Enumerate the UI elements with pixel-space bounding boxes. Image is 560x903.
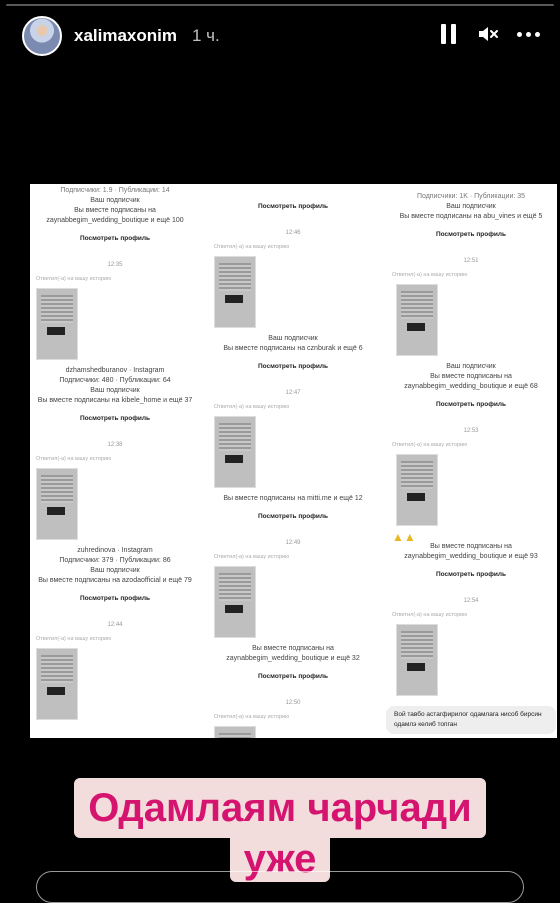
view-profile-button[interactable]: Посмотреть профиль <box>79 415 151 422</box>
chat-column-2 <box>208 194 378 738</box>
message-bubble: Вой тавбо астагфирилог одамлага нисоб бирсин одамлэ келиб топган <box>386 706 556 734</box>
chat-column-1 <box>30 184 200 726</box>
more-icon[interactable] <box>516 22 540 46</box>
view-profile-button[interactable]: Посмотреть профиль <box>79 235 151 242</box>
story-caption <box>0 778 560 882</box>
reply-label: Ответил(-а) на вашу историю <box>392 442 468 448</box>
mutual-follow: Вы вместе подписаны на mitti.me и ещё 12 <box>223 495 363 502</box>
follow-status: Ваш подписчик <box>90 567 140 574</box>
reply-label: Ответил(-а) на вашу историю <box>214 404 290 410</box>
timestamp: 12:47 <box>285 390 301 396</box>
caption-line-2: уже <box>230 836 331 882</box>
mutual-follow: Вы вместе подписаны на kibele_home и ещё 37 <box>37 397 193 404</box>
view-profile-button[interactable]: Посмотреть профиль <box>79 595 151 602</box>
follow-status: Ваш подписчик <box>268 335 318 342</box>
profile-meta: Подписчики: 1K · Публикации: 35 <box>416 193 526 200</box>
story-header <box>0 8 560 52</box>
profile-meta: Подписчики: 379 · Публикации: 86 <box>59 557 171 564</box>
mutual-follow: Вы вместе подписаны на zaynabbegim_wedding_boutique и ещё 68 <box>404 373 538 390</box>
view-profile-button[interactable]: Посмотреть профиль <box>435 401 507 408</box>
follow-status: Ваш подписчик <box>90 197 140 204</box>
timestamp: 12:51 <box>463 258 479 264</box>
reply-label: Ответил(-а) на вашу историю <box>214 554 290 560</box>
reply-label: Ответил(-а) на вашу историю <box>392 272 468 278</box>
story-thumbnail[interactable] <box>36 468 78 540</box>
follow-status: Ваш подписчик <box>446 363 496 370</box>
reply-label: Ответил(-а) на вашу историю <box>392 612 468 618</box>
timestamp: 12:38 <box>107 442 123 448</box>
mutual-follow: Вы вместе подписаны на azodaofficial и ещё 79 <box>38 577 192 584</box>
story-thumbnail[interactable] <box>396 284 438 356</box>
view-profile-button[interactable]: Посмотреть профиль <box>257 203 329 210</box>
timestamp: 12:44 <box>107 622 123 628</box>
view-profile-button[interactable]: Посмотреть профиль <box>435 571 507 578</box>
caption-line-1: Одамлаям чарчади <box>74 778 485 838</box>
mutual-follow: Вы вместе подписаны на abu_vines и ещё 5 <box>399 213 543 220</box>
mutual-follow: Вы вместе подписаны на zaynabbegim_wedding_boutique и ещё 32 <box>226 645 360 662</box>
reply-label: Ответил(-а) на вашу историю <box>214 244 290 250</box>
mutual-follow: Вы вместе подписаны на zaynabbegim_wedding_boutique и ещё 93 <box>404 543 538 560</box>
timestamp: 12:50 <box>285 700 301 706</box>
pause-icon[interactable] <box>436 22 460 46</box>
reply-input[interactable] <box>36 871 524 903</box>
timestamp: 12:35 <box>107 262 123 268</box>
story-thumbnail[interactable] <box>214 566 256 638</box>
avatar[interactable] <box>22 16 62 56</box>
mute-icon[interactable] <box>476 22 500 46</box>
reply-label: Ответил(-а) на вашу историю <box>214 714 290 720</box>
username[interactable]: xalimaxonim <box>74 26 177 45</box>
reply-label: Ответил(-а) на вашу историю <box>36 276 112 282</box>
reply-label: Ответил(-а) на вашу историю <box>36 636 112 642</box>
profile-username: dzhamshedburanov · Instagram <box>65 367 165 374</box>
timestamp: 12:49 <box>285 540 301 546</box>
view-profile-button[interactable]: Посмотреть профиль <box>257 363 329 370</box>
profile-meta: Подписчики: 1.9 · Публикации: 14 <box>60 187 170 194</box>
reply-label: Ответил(-а) на вашу историю <box>36 456 112 462</box>
story-thumbnail[interactable] <box>214 256 256 328</box>
story-thumbnail[interactable] <box>36 648 78 720</box>
story-thumbnail[interactable] <box>36 288 78 360</box>
story-thumbnail[interactable] <box>214 416 256 488</box>
mutual-follow: Вы вместе подписаны на cznburak и ещё 6 <box>223 345 363 352</box>
view-profile-button[interactable]: Посмотреть профиль <box>257 673 329 680</box>
raised-hands-emoji: ▲▲ <box>392 530 416 544</box>
timestamp: 12:53 <box>463 428 479 434</box>
story-thumbnail[interactable] <box>396 454 438 526</box>
mutual-follow: Вы вместе подписаны на zaynabbegim_wedding_boutique и ещё 100 <box>46 207 184 224</box>
follow-status: Ваш подписчик <box>446 203 496 210</box>
time-ago: 1 ч. <box>192 26 220 45</box>
chat-screenshot <box>30 184 557 738</box>
profile-username: zuhredinova · Instagram <box>77 547 153 554</box>
timestamp: 12:46 <box>285 230 301 236</box>
follow-status: Ваш подписчик <box>90 387 140 394</box>
chat-column-3 <box>386 192 556 738</box>
story-thumbnail[interactable] <box>396 624 438 696</box>
timestamp: 12:54 <box>463 598 479 604</box>
story-progress-bar <box>6 4 554 6</box>
story-controls <box>436 22 540 46</box>
profile-meta: Подписчики: 480 · Публикации: 64 <box>59 377 171 384</box>
view-profile-button[interactable]: Посмотреть профиль <box>435 231 507 238</box>
view-profile-button[interactable]: Посмотреть профиль <box>257 513 329 520</box>
story-thumbnail[interactable] <box>214 726 256 738</box>
